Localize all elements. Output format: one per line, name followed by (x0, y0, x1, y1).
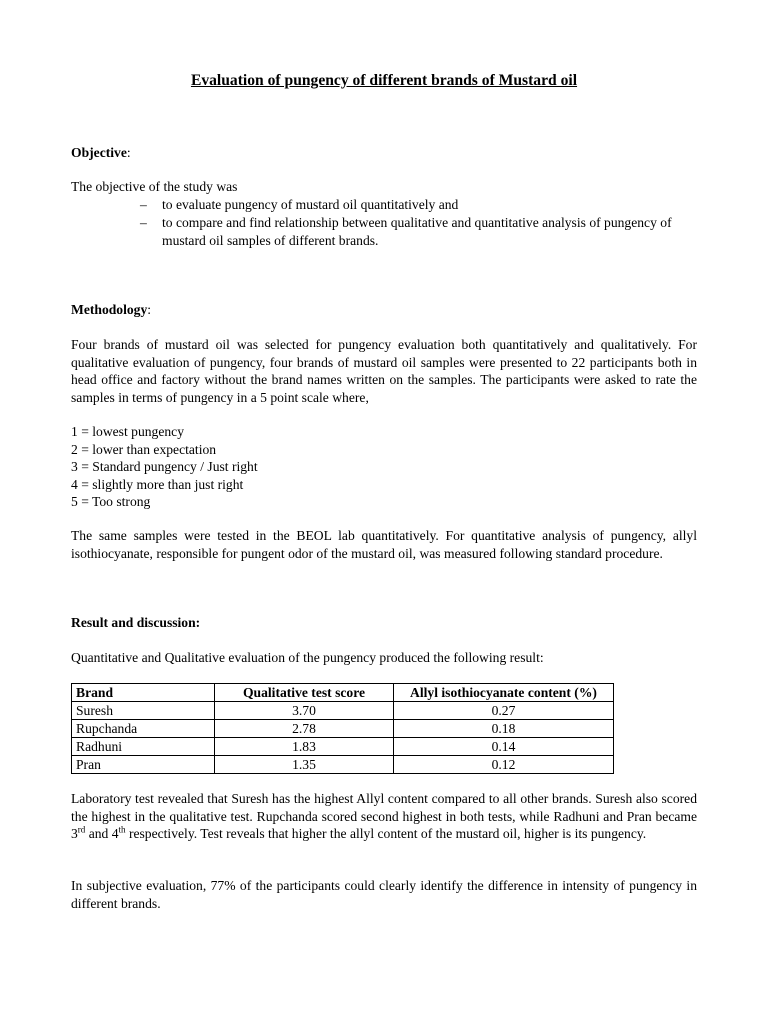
pungency-scale-list (71, 423, 697, 511)
header-allyl-content: Allyl isothiocyanate content (%) (394, 684, 614, 702)
table-row (72, 738, 614, 756)
header-qualitative-score: Qualitative test score (215, 684, 394, 702)
scale-item: 3 = Standard pungency / Just right (71, 459, 258, 474)
discussion-text-3: respectively. Test reveals that higher the allyl content of the mustard oil, higher is its pungency. (125, 826, 647, 841)
scale-item: 5 = Too strong (71, 494, 151, 509)
scale-item: 4 = slightly more than just right (71, 476, 244, 492)
results-table (71, 683, 614, 774)
cell-allyl-content: 0.14 (394, 738, 614, 756)
cell-allyl-content: 0.27 (394, 702, 614, 720)
objective-heading: Objective (71, 145, 127, 160)
cell-qualitative-score: 2.78 (215, 720, 394, 738)
table-row (72, 702, 614, 720)
objective-heading-line (71, 144, 697, 162)
objective-item-text: to compare and find relationship between qualitative and quantitative analysis of pungency of mustard oil samples of different brands. (162, 215, 672, 248)
methodology-colon: : (147, 302, 152, 317)
objective-intro: The objective of the study was (71, 179, 238, 194)
cell-brand: Suresh (72, 702, 215, 720)
dash-bullet: – (140, 197, 147, 212)
objective-colon: : (126, 145, 131, 160)
table-header-row (72, 684, 614, 702)
objective-item-text: to evaluate pungency of mustard oil quantitatively and (162, 197, 459, 212)
cell-allyl-content: 0.18 (394, 720, 614, 738)
subjective-paragraph: In subjective evaluation, 77% of the participants could clearly identify the difference in intensity of pungency in different brands. (71, 878, 697, 911)
table-row (72, 756, 614, 774)
discussion-text-2: and 4 (85, 826, 119, 841)
methodology-paragraph-2: The same samples were tested in the BEOL lab quantitatively. For quantitative analysis of pungency, allyl isothiocyanate, responsible for pungent odor of the mustard oil, was measured following standard procedure. (71, 528, 697, 561)
methodology-paragraph-1: Four brands of mustard oil was selected for pungency evaluation both quantitatively and qualitatively. For qualitative evaluation of pungency, four brands of mustard oil samples were presented to 22 participants both in head office and factory without the brand names written on the samples. The participants were asked to rate the samples in terms of pungency in a 5 point scale where, (71, 337, 697, 405)
header-brand: Brand (72, 684, 215, 702)
ordinal-suffix-th: th (118, 824, 126, 835)
ordinal-suffix-rd: rd (77, 824, 86, 835)
cell-qualitative-score: 1.83 (215, 738, 394, 756)
cell-allyl-content: 0.12 (394, 756, 614, 774)
results-heading: Result and discussion: (71, 615, 201, 630)
cell-brand: Radhuni (72, 738, 215, 756)
methodology-heading-line (71, 301, 697, 319)
dash-bullet: – (140, 215, 147, 230)
methodology-heading: Methodology (71, 302, 148, 317)
document-title: Evaluation of pungency of different brands of Mustard oil (190, 72, 578, 89)
table-row (72, 720, 614, 738)
cell-qualitative-score: 1.35 (215, 756, 394, 774)
cell-brand: Rupchanda (72, 720, 215, 738)
scale-item: 2 = lower than expectation (71, 441, 217, 457)
cell-brand: Pran (72, 756, 215, 774)
scale-item: 1 = lowest pungency (71, 424, 184, 439)
cell-qualitative-score: 3.70 (215, 702, 394, 720)
discussion-text-1: Laboratory test revealed that Suresh has the highest Allyl content compared to all other brands. Suresh also scored the highest in the qualitative test. Rupchanda scored second highest in both tests, while Radhuni and Pran became 3 (71, 791, 697, 841)
discussion-paragraph (71, 790, 697, 843)
results-intro: Quantitative and Qualitative evaluation of the pungency produced the following result: (71, 650, 544, 665)
